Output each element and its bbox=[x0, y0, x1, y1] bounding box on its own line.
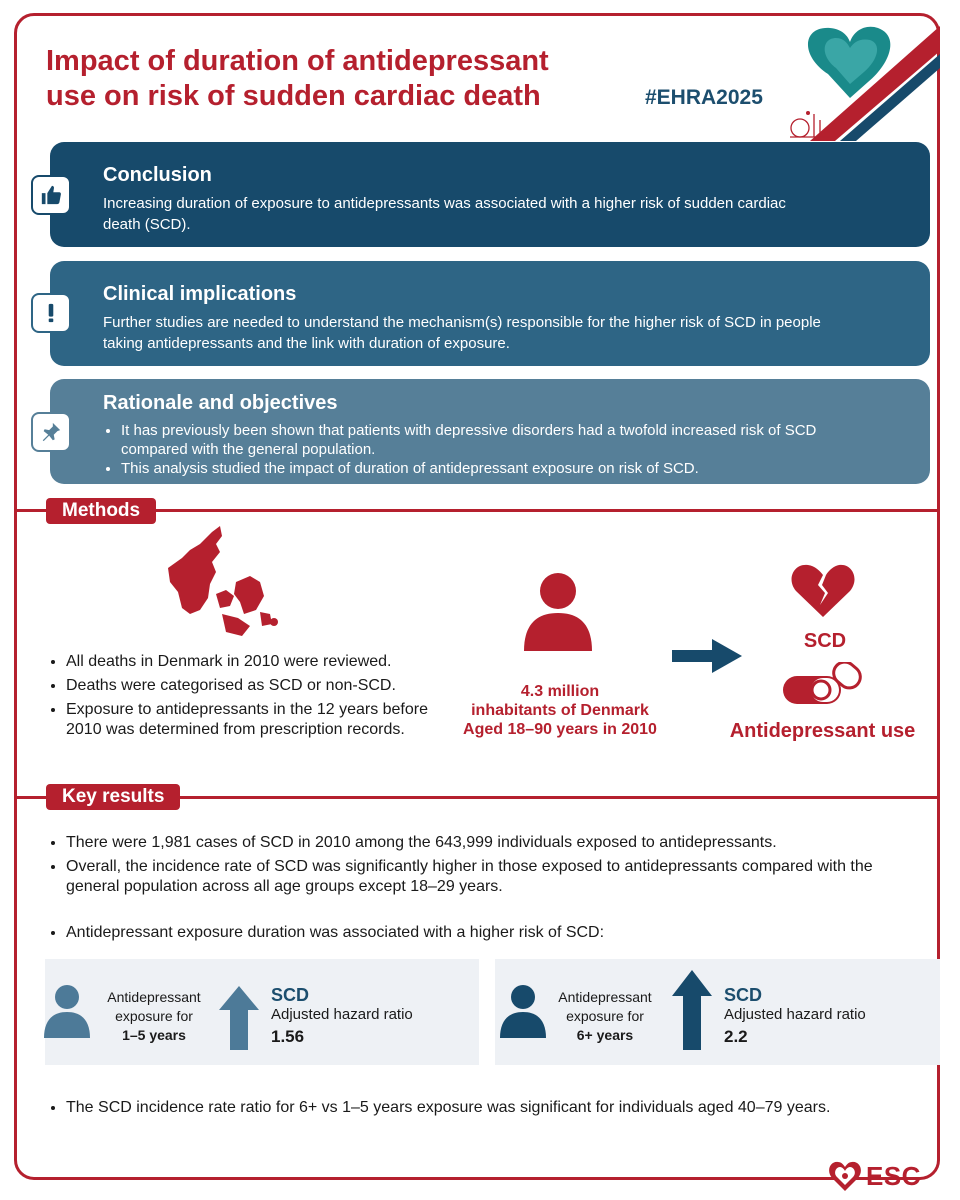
arrow-up-icon bbox=[219, 986, 259, 1050]
key-result-item: • Overall, the incidence rate of SCD was significantly higher in those exposed to antidepressants compared with the general population across all age groups except 18–29 years. bbox=[66, 857, 926, 897]
exposure-text: Antidepressant exposure for 1–5 years bbox=[84, 988, 224, 1045]
rationale-item: • This analysis studied the impact of duration of antidepressant exposure on risk of SCD. bbox=[121, 459, 841, 478]
clinical-text: Further studies are needed to understand the mechanism(s) responsible for the higher risk of SCD in people taking antidepressants and the link with duration of exposure. bbox=[103, 314, 821, 352]
pills-icon bbox=[781, 662, 863, 708]
esc-heart-logo-icon bbox=[828, 1159, 862, 1193]
esc-logo-text: ESC bbox=[866, 1161, 921, 1191]
conclusion-box bbox=[50, 142, 930, 247]
key-results-list bbox=[46, 833, 926, 901]
broken-heart-icon bbox=[790, 563, 856, 619]
hazard-ratio-value: 2.2 bbox=[724, 1027, 748, 1046]
methods-item: • Exposure to antidepressants in the 12 years before 2010 was determined from prescription records. bbox=[66, 700, 446, 740]
person-icon bbox=[522, 571, 594, 651]
methods-list bbox=[46, 652, 446, 744]
key-result-item: • There were 1,981 cases of SCD in 2010 among the 643,999 individuals exposed to antidepressants. bbox=[66, 833, 926, 853]
exclamation-icon bbox=[31, 293, 71, 333]
exposure-years: 1–5 years bbox=[122, 1027, 186, 1043]
hazard-ratio-value: 1.56 bbox=[271, 1027, 305, 1046]
result-text: SCD Adjusted hazard ratio 1.56 bbox=[271, 985, 413, 1046]
clinical-heading: Clinical implications bbox=[103, 283, 297, 305]
duration-intro: • Antidepressant exposure duration was associated with a higher risk of SCD: bbox=[66, 923, 926, 943]
conclusion-heading: Conclusion bbox=[103, 164, 212, 186]
exposure-text: Antidepressant exposure for 6+ years bbox=[535, 988, 675, 1045]
arrow-right-icon bbox=[672, 639, 742, 673]
population-desc: inhabitants of Denmark bbox=[471, 702, 649, 719]
methods-item: • Deaths were categorised as SCD or non-SCD. bbox=[66, 676, 446, 696]
key-results-footer-list bbox=[46, 1098, 946, 1122]
result-text: SCD Adjusted hazard ratio 2.2 bbox=[724, 985, 866, 1046]
key-result-footer-item: • The SCD incidence rate ratio for 6+ vs 1–5 years exposure was significant for individuals aged 40–79 years. bbox=[66, 1098, 946, 1118]
methods-label: Methods bbox=[46, 498, 156, 524]
population-age: Aged 18–90 years in 2010 bbox=[463, 721, 657, 738]
conclusion-text: Increasing duration of exposure to antidepressants was associated with a higher risk of sudden cardiac death (SCD). bbox=[103, 195, 786, 233]
rationale-item: • It has previously been shown that patients with depressive disorders had a twofold increased risk of SCD compared with the general population. bbox=[121, 421, 841, 459]
thumbs-up-icon bbox=[31, 175, 71, 215]
population-count: 4.3 million bbox=[520, 683, 600, 700]
duration-intro-list bbox=[46, 923, 926, 947]
scd-label: SCD bbox=[803, 630, 847, 652]
population-text bbox=[440, 682, 680, 739]
page-title: Impact of duration of antidepressant use on risk of sudden cardiac death bbox=[46, 45, 549, 112]
clinical-implications-box bbox=[50, 261, 930, 366]
congress-logo-icon bbox=[780, 16, 940, 141]
antidepressant-label: Antidepressant use bbox=[729, 720, 916, 742]
denmark-map-icon bbox=[160, 522, 280, 640]
rationale-box bbox=[50, 379, 930, 484]
pushpin-icon bbox=[31, 412, 71, 452]
hashtag: #EHRA2025 bbox=[645, 86, 763, 109]
exposure-years: 6+ years bbox=[576, 1027, 634, 1043]
arrow-up-icon bbox=[672, 970, 712, 1050]
key-results-label: Key results bbox=[46, 784, 180, 810]
methods-item: • All deaths in Denmark in 2010 were reviewed. bbox=[66, 652, 446, 672]
rationale-heading: Rationale and objectives bbox=[103, 392, 338, 414]
